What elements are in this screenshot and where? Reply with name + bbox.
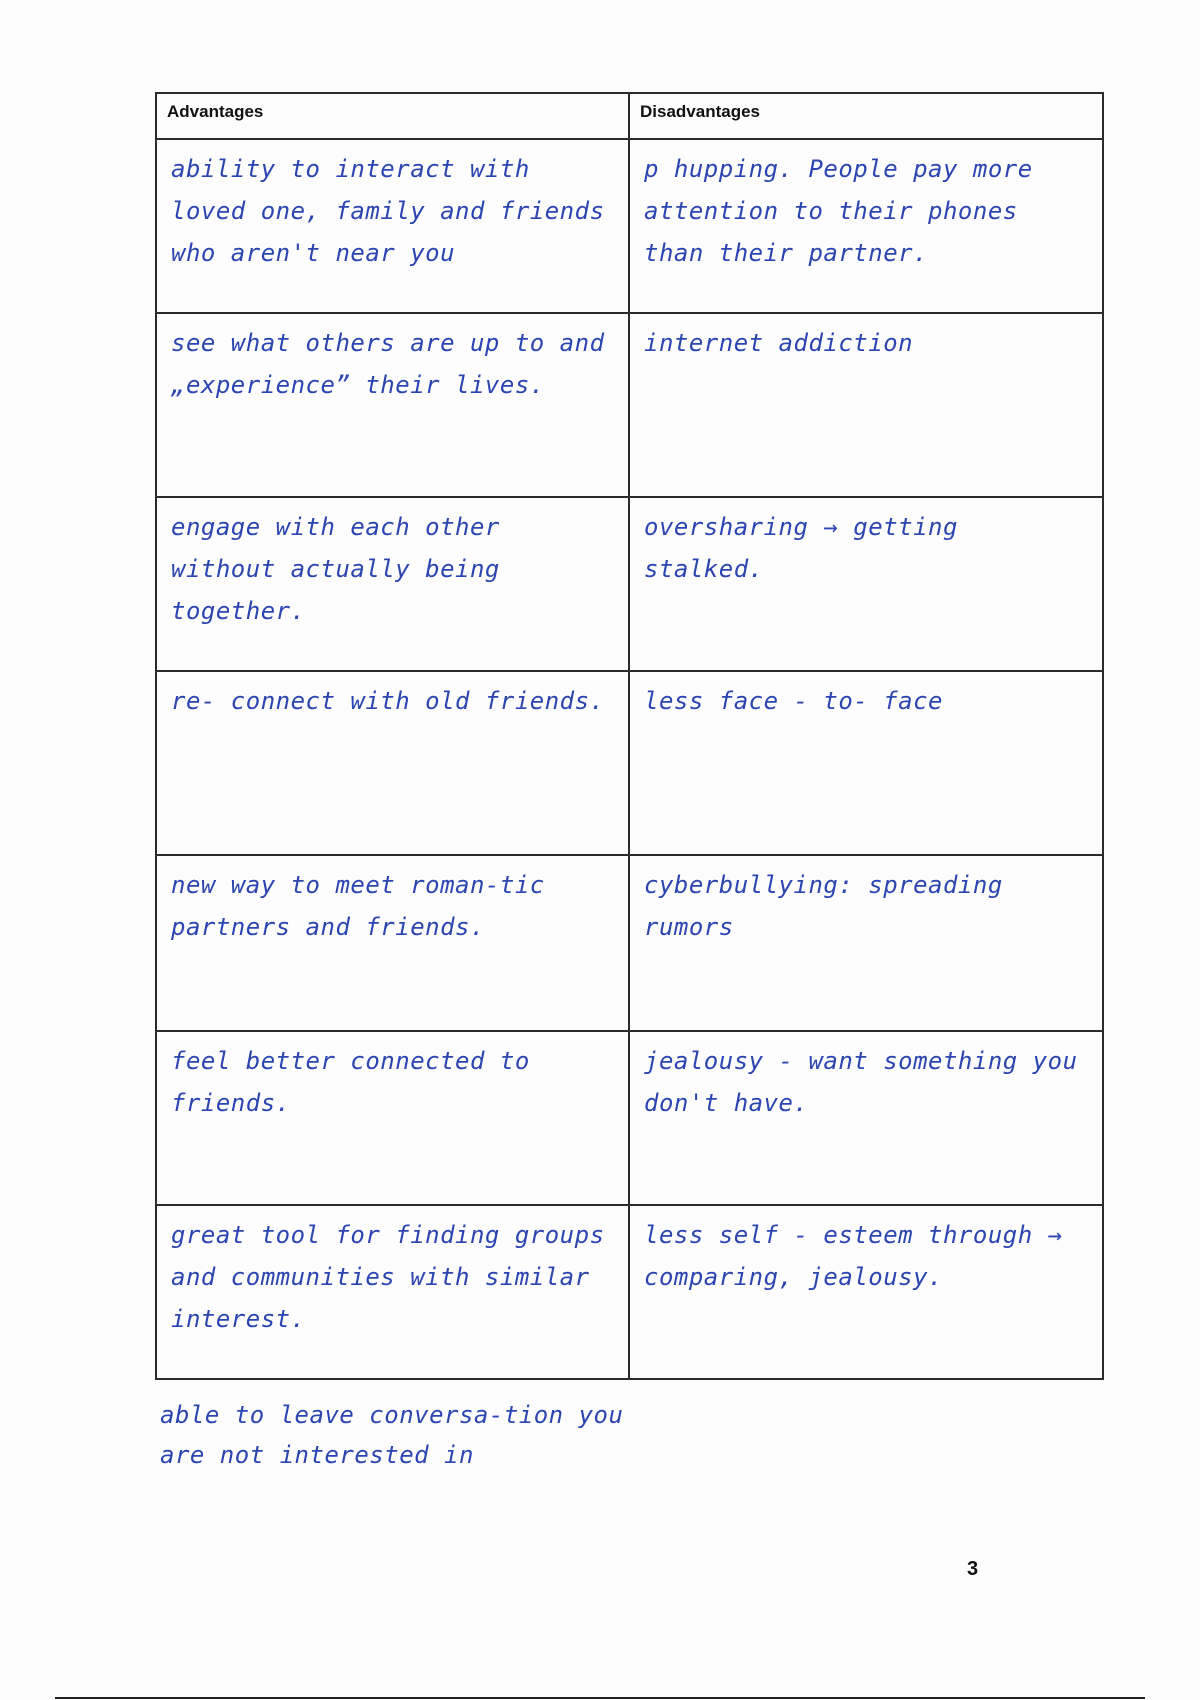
table-row	[156, 671, 1103, 855]
page-number: 3	[967, 1558, 979, 1580]
disadvantage-text: internet addiction	[644, 329, 914, 357]
disadvantage-text: oversharing → getting stalked.	[644, 513, 958, 583]
disadvantage-text: less face - to- face	[644, 687, 943, 715]
advantages-header: Advantages	[156, 93, 629, 139]
disadvantage-cell	[629, 313, 1103, 497]
table-row	[156, 497, 1103, 671]
advantage-cell	[156, 855, 629, 1031]
advantage-cell	[156, 1205, 629, 1379]
footer-divider	[55, 1697, 1145, 1699]
advantage-text: feel better connected to friends.	[171, 1047, 530, 1117]
table-header-row	[156, 93, 1103, 139]
advantage-text: engage with each other without actually being together.	[171, 513, 500, 625]
advantage-cell	[156, 313, 629, 497]
disadvantage-cell	[629, 855, 1103, 1031]
disadvantages-header: Disadvantages	[629, 93, 1103, 139]
table-row	[156, 139, 1103, 313]
disadvantage-text: p hupping. People pay more attention to their phones than their partner.	[644, 155, 1033, 267]
disadvantage-cell	[629, 139, 1103, 313]
advantage-text: great tool for finding groups and communities with similar interest.	[171, 1221, 605, 1333]
table-row	[156, 1031, 1103, 1205]
advantage-text: ability to interact with loved one, family and friends who aren't near you	[171, 155, 605, 267]
advantage-text: new way to meet roman-tic partners and friends.	[171, 871, 545, 941]
advantage-cell	[156, 1031, 629, 1205]
advantage-cell	[156, 139, 629, 313]
disadvantage-text: cyberbullying: spreading rumors	[644, 871, 1003, 941]
disadvantage-text: less self - esteem through → comparing, jealousy.	[644, 1221, 1063, 1291]
disadvantage-text: jealousy - want something you don't have.	[644, 1047, 1078, 1117]
advantage-cell	[156, 671, 629, 855]
table-row	[156, 313, 1103, 497]
table-row	[156, 855, 1103, 1031]
disadvantage-cell	[629, 1031, 1103, 1205]
disadvantage-cell	[629, 497, 1103, 671]
table-row	[156, 1205, 1103, 1379]
handwritten-note: able to leave conversa-tion you are not interested in	[160, 1401, 624, 1469]
advantage-text: re- connect with old friends.	[171, 687, 605, 715]
advantage-cell	[156, 497, 629, 671]
advantage-text: see what others are up to and „experience” their lives.	[171, 329, 605, 399]
advantages-disadvantages-table	[155, 92, 1104, 1380]
disadvantage-cell	[629, 671, 1103, 855]
disadvantage-cell	[629, 1205, 1103, 1379]
